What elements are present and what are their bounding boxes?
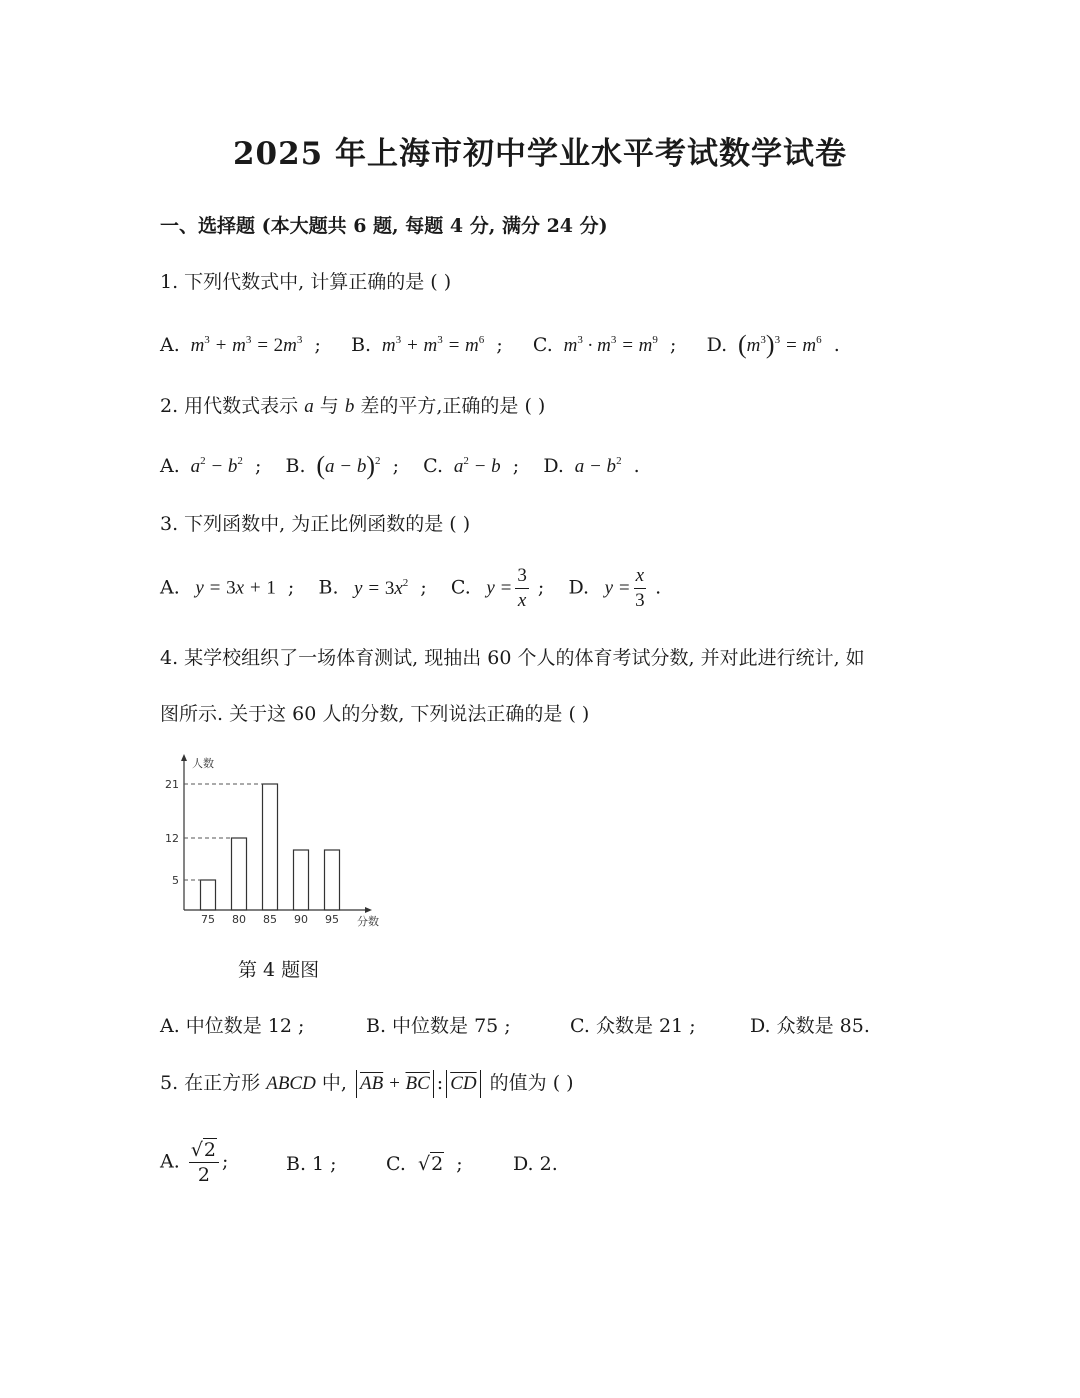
question-2-stem: 2. 用代数式表示 a 与 b 差的平方,正确的是 ( ) xyxy=(160,395,546,417)
q4-option-d: D. 众数是 85. xyxy=(750,1015,870,1037)
question-4-stem-line2: 图所示. 关于这 60 人的分数, 下列说法正确的是 ( ) xyxy=(160,703,590,725)
page-title: 2025 年上海市初中学业水平考试数学试卷 xyxy=(232,136,848,172)
q4-option-a: A. 中位数是 12 ; xyxy=(160,1015,305,1037)
y-tick-label: 12 xyxy=(165,832,179,845)
question-2-options: A. $a^2 - b^2$ ; B. $(a - b)^2$ ; C. $a^2 - b$ ; D. $a - b^2$ . xyxy=(160,451,640,480)
bar-85 xyxy=(263,784,278,910)
question-5-option-c: C. √2 ; xyxy=(386,1153,463,1175)
question-3-options: A. y = 3x + 1 ; B. $y = 3x^2$ ; C. y = $\frac{3}{x}$ ; D. y = $\frac{x}{3}$ . xyxy=(160,565,662,611)
question-4-stem-line1: 4. 某学校组织了一场体育测试, 现抽出 60 个人的体育考试分数, 并对此进行统计, 如 xyxy=(160,647,865,669)
q5-option-a-label: A. xyxy=(160,1150,180,1173)
section-heading: 一、选择题 (本大题共 6 题, 每题 4 分, 满分 24 分) xyxy=(160,215,608,237)
y-axis-title: 人数 xyxy=(192,757,214,770)
score-histogram xyxy=(150,752,400,937)
q1-option-c-label: C. xyxy=(532,334,553,356)
q3-option-d-label: D. xyxy=(568,576,590,599)
question-3-stem: 3. 下列函数中, 为正比例函数的是 ( ) xyxy=(160,513,471,535)
bar-80 xyxy=(232,838,247,910)
q2-option-d-label: D. xyxy=(543,455,564,477)
x-tick-label: 90 xyxy=(294,913,308,926)
question-5-stem: 5. 在正方形 ABCD 中, $\overline{AB} + \overline{BC}$ : $\overline{CD}$ 的值为 ( ) xyxy=(160,1068,574,1098)
bar-90 xyxy=(294,850,309,910)
q1-option-a-label: A. xyxy=(160,334,180,356)
q3-option-a-label: A. xyxy=(160,576,180,599)
question-1-stem: 1. 下列代数式中, 计算正确的是 ( ) xyxy=(160,271,452,293)
x-tick-label: 95 xyxy=(325,913,339,926)
y-tick-label: 5 xyxy=(172,874,179,887)
q2-option-a-label: A. xyxy=(160,455,180,477)
question-5-options: A. $\frac{√2}{2}$ ; xyxy=(160,1139,229,1186)
q1-option-b-label: B. xyxy=(351,334,372,356)
bar-75 xyxy=(201,880,216,910)
q5-option-b: B. 1 ; xyxy=(286,1153,337,1175)
x-axis-title: 分数 xyxy=(357,915,379,928)
q5-option-d: D. 2. xyxy=(513,1153,558,1175)
x-tick-label: 80 xyxy=(232,913,246,926)
q2-option-b-label: B. xyxy=(285,455,306,477)
chart-axes xyxy=(181,754,379,928)
q3-option-b-label: B. xyxy=(318,576,339,599)
bar-95 xyxy=(325,850,340,910)
y-tick-label: 21 xyxy=(165,778,179,791)
q5-option-c-label: C. xyxy=(386,1153,406,1175)
x-axis-arrow xyxy=(365,907,372,913)
x-tick-label: 85 xyxy=(263,913,277,926)
q2-option-c-label: C. xyxy=(423,455,444,477)
q1-option-d-label: D. xyxy=(706,334,728,356)
question-1-options: A. $m^3 + m^3 = 2m^3$ ; B. $m^3 + m^3 = m^6$ ; C. $m^3 \cdot m^3 = m^9$ ; D. $(m^3)^3 = m^6$ . xyxy=(160,330,840,359)
q4-option-c: C. 众数是 21 ; xyxy=(570,1015,696,1037)
y-axis-arrow xyxy=(181,754,187,761)
q3-option-c-label: C. xyxy=(450,576,471,599)
figure-caption: 第 4 题图 xyxy=(238,959,320,981)
x-tick-label: 75 xyxy=(201,913,215,926)
q4-option-b: B. 中位数是 75 ; xyxy=(366,1015,511,1037)
